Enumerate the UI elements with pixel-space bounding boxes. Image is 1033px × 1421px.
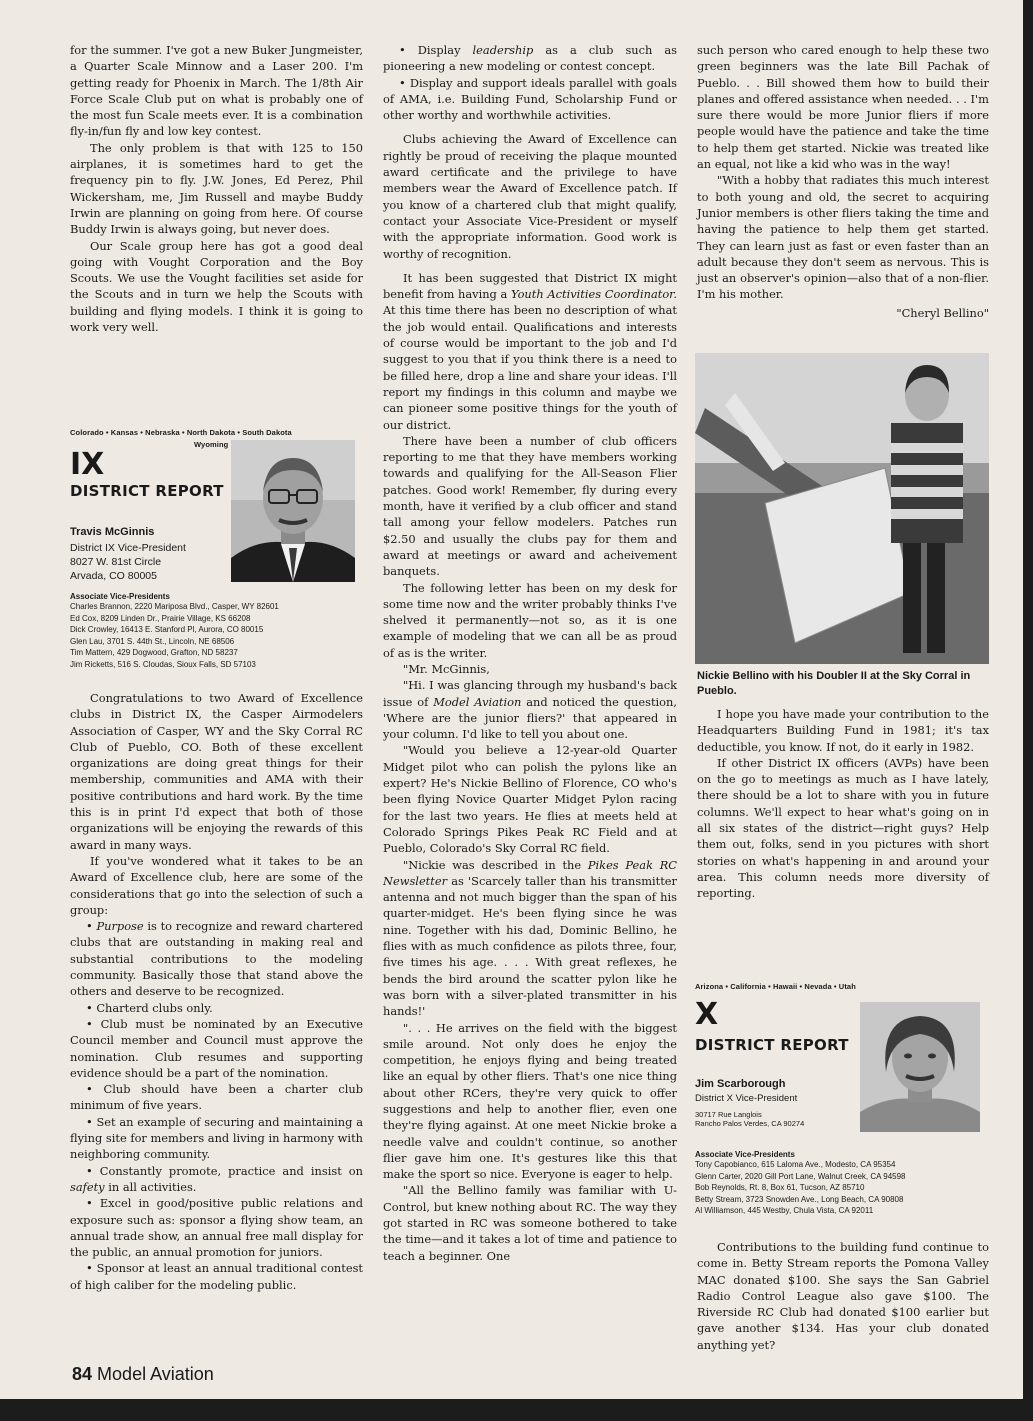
district-ix-associates <box>70 592 370 670</box>
district-ix-vp-portrait <box>231 440 355 582</box>
portrait-illustration <box>860 1002 980 1132</box>
district-x-vp-role: District X Vice-President <box>695 1093 798 1104</box>
paragraph: If other District IX officers (AVPs) have been on the go to meetings as much as I have lately, there should be a lot to share with you in future columns. We'll expect to hear what's going on in all six states of the district—right guys? Help them out, folks, send in you pictures with short stories on what's happening in and around your area. This column needs more diversity of reporting. <box>697 755 989 901</box>
district-x-title: DISTRICT REPORT <box>695 1036 849 1054</box>
scan-edge-right <box>1023 0 1033 1421</box>
paragraph <box>383 270 677 433</box>
emphasis: Pikes Peak RC Newsletter <box>383 857 677 888</box>
magazine-name: Model Aviation <box>97 1364 214 1384</box>
criteria-item: • Display leadership as a club such as pioneering a new modeling or contest concept. <box>383 43 677 74</box>
criteria-item: • Charterd clubs only. <box>86 1000 213 1015</box>
text: "Nickie was described in the <box>403 857 588 872</box>
text: "Hi. I was glancing through my husband's back issue of <box>383 678 677 709</box>
district-x-vp-portrait <box>860 1002 980 1132</box>
criteria-item: • Display and support ideals parallel with goals of AMA, i.e. Building Fund, Scholarship Fund or other worthy and worthwhile activities. <box>383 75 677 123</box>
paragraph: The following letter has been on my desk for some time now and the writer probably thinks I've shelved it permanently—not so, as it is one example of modeling that we can all be as proud of as is the writer. <box>383 580 677 660</box>
text: Charterd clubs only. <box>96 1000 213 1015</box>
criteria-item: • Club should have been a charter club minimum of five years. <box>70 1082 363 1113</box>
district-ix-title: DISTRICT REPORT <box>70 482 224 500</box>
photo-caption: Nickie Bellino with his Doubler II at the Sky Corral in Pueblo. <box>697 670 971 697</box>
district-x-associates <box>695 1150 995 1217</box>
text: Display and support ideals parallel with goals of AMA, i.e. Building Fund, Scholarship Fund or other worthy and worthwhile activities. <box>383 75 677 123</box>
column-3-bottom <box>697 1239 989 1353</box>
paragraph <box>383 677 677 742</box>
text: Club should have been a charter club minimum of five years. <box>70 1082 363 1113</box>
associate-line: Dick Crowley, 16413 E. Stanford Pl, Aurora, CO 80015 <box>70 625 264 634</box>
paragraph: Congratulations to two Award of Excellence clubs in District IX, the Casper Airmodelers Association of Casper, WY and the Sky Corral RC Club of Pueblo, CO. Both of these excellent organizations are doing great things for their membership, communities and AMA with their positive contributions and hard work. By the time this is in print I'd expect that both of those organizations will be enjoying the rewards of this award in many ways. <box>70 691 363 852</box>
district-ix-vp-name: Travis McGinnis <box>70 526 155 538</box>
text: Excel in good/positive public relations and exposure such as: sponsor a flying show team, an annual trade show, an annual free mall display for the public, an annual promotion for juniors. <box>70 1196 363 1260</box>
text: Display <box>417 43 473 57</box>
page-number: 84 <box>72 1364 93 1384</box>
associate-line: Glenn Carter, 2020 Gill Port Lane, Walnut Creek, CA 94598 <box>695 1171 906 1181</box>
paragraph: "Would you believe a 12-year-old Quarter Midget pilot who can polish the pylons like an expert? He's Nickie Bellino of Florence, CO who's been flying Novice Quarter Midget Pylon racing for the last two years. He flies at meets held at Colorado Springs Pikes Peak RC Field and at Pueblo, Colorado's Sky Corral RC field. <box>383 743 677 856</box>
paragraph: for the summer. I've got a new Buker Jungmeister, a Quarter Scale Minnow and a Laser 200. I'm getting ready for Phoenix in March. The 1/8th Air Force Scale Club put on what is probably one of the most fun Scale meets ever. It is a combination fly-in/fun fly and low key contest. <box>70 43 363 139</box>
text: Set an example of securing and maintaining a flying site for members and living in harmony with neighboring community. <box>70 1114 363 1162</box>
associate-line: Charles Brannon, 2220 Mariposa Blvd., Casper, WY 82601 <box>70 602 279 611</box>
associate-line: Tim Mattern, 429 Dogwood, Grafton, ND 58237 <box>70 648 238 657</box>
paragraph: "With a hobby that radiates this much interest to both young and old, the secret to acquiring Junior members is other fliers taking the time and having the patience to help them get started. They can learn just as fast or even faster than an adult because they don't seem as nervous. This is just an observer's opinion—also that of a non-flier. I'm his mother. <box>697 173 989 302</box>
text: and noticed the question, 'Where are the junior fliers?' that appeared in your column. I'd like to tell you about one. <box>383 694 677 742</box>
criteria-item: • Club must be nominated by an Executive Council member and Council must approve the nomination. Club resumes and supporting evidence should be a part of the nomination. <box>70 1016 363 1080</box>
text: At this time there has been no description of what the job would entail. Qualifications and interests of course would be important to the job and I'd suggest to you that if you think there is a need to be filled here, drop a line and share your ideas. I'll report my findings in this column and maybe we can pioneer some positive things for the youth of our district. <box>383 303 677 432</box>
associate-line: Betty Stream, 3723 Snowden Ave., Long Beach, CA 90808 <box>695 1194 904 1204</box>
text: is to recognize and reward chartered clubs that are outstanding in making real and substantial contributions to the modeling community. Basically those that stand above the others and deserve to be recognized. <box>70 919 363 999</box>
emphasis: Model Aviation <box>433 694 522 709</box>
text: Club must be nominated by an Executive Council member and Council must approve the nomination. Club resumes and supporting evidence should be a part of the nomination. <box>70 1016 363 1080</box>
criteria-item: • Excel in good/positive public relations and exposure such as: sponsor a flying show team, an annual trade show, an annual free mall display for the public, an annual promotion for juniors. <box>70 1196 363 1260</box>
text: Constantly promote, practice and insist on <box>99 1163 363 1178</box>
text: as 'Scarcely taller than his transmitter antenna and not much bigger than the span of his quarter-midget. He's been flying since he was nine. Together with his dad, Dominic Bellino, he flies with as much confidence as pilots three, four, five times his age. . . . With great reflexes, he bends the bird around the scatter pylon like he was born with a silver-plated transmitter in his hands!' <box>383 873 677 1019</box>
photo-illustration <box>695 353 989 664</box>
associate-line: Al Williamson, 445 Westby, Chula Vista, CA 92011 <box>695 1206 874 1215</box>
page-footer <box>72 1364 214 1385</box>
paragraph <box>383 857 677 1020</box>
text: It has been suggested that District IX might benefit from having a <box>383 270 677 302</box>
district-ix-states: Colorado • Kansas • Nebraska • North Dakota • South Dakota <box>70 428 292 437</box>
district-x-number: X <box>695 997 719 1032</box>
paragraph: ". . . He arrives on the field with the biggest smile around. Not only does he enjoy the competition, he enjoys flying and being treated like an equal by other fliers. That's one nice thing about other RCers, they're very quick to offer suggestions and help to another flier, even one they're flying against. At one meet Nickie broke a needle valve and couldn't continue, so another flier gave him one. It's gestures like this that make the sport so nice. Everyone is eager to help. <box>383 1020 677 1182</box>
district-ix-vp-address-1: 8027 W. 81st Circle <box>70 556 162 568</box>
associates-title: Associate Vice-Presidents <box>70 592 170 601</box>
nickie-bellino-photo <box>695 353 989 664</box>
column-1-top <box>70 42 363 335</box>
paragraph: The only problem is that with 125 to 150 airplanes, it is sometimes hard to get the frequency pin to fly. J.W. Jones, Ed Perez, Phil Wickersham, me, Jim Russell and maybe Buddy Irwin are planning on going from here. Of course Buddy Irwin is always going, but never does. <box>70 140 363 237</box>
letter-salutation: "Mr. McGinnis, <box>403 661 490 676</box>
associate-line: Bob Reynolds, Rt. 8, Box 61, Tucson, AZ 85710 <box>695 1183 865 1192</box>
emphasis: Purpose <box>96 919 144 934</box>
paragraph: I hope you have made your contribution to the Headquarters Building Fund in 1981; it's tax deductible, you know. If not, do it early in 1982. <box>697 707 989 754</box>
district-ix-number: IX <box>70 447 105 482</box>
portrait-illustration <box>231 440 355 582</box>
text: as a club such as pioneering a new modeling or contest concept. <box>383 43 677 74</box>
district-ix-vp-address-2: Arvada, CO 80005 <box>70 570 157 582</box>
paragraph: Clubs achieving the Award of Excellence can rightly be proud of receiving the plaque mounted award certificate and the privilege to have members wear the Award of Excellence patch. If you know of a chartered club that might qualify, contact your Associate Vice-President or myself with the appropriate information. Good work is worthy of recognition. <box>383 132 677 261</box>
district-x-vp-address-2: Rancho Palos Verdes, CA 90274 <box>695 1119 805 1128</box>
letter-signature: "Cheryl Bellino" <box>896 305 989 320</box>
paragraph: "All the Bellino family was familiar with U-Control, but knew nothing about RC. The way they got started in RC was someone bothered to take the time—and it takes a lot of time and patience to teach a beginner. One <box>383 1183 677 1263</box>
criteria-item: • Constantly promote, practice and insist on safety in all activities. <box>70 1163 363 1194</box>
scan-edge-bottom <box>0 1399 1033 1421</box>
district-x-vp-address-1: 30717 Rue Langlois <box>695 1110 762 1119</box>
district-ix-states-2: Wyoming <box>194 440 229 449</box>
emphasis: safety <box>70 1179 105 1194</box>
associate-line: Jim Ricketts, 516 S. Cloudas, Sioux Falls, SD 57103 <box>70 659 256 669</box>
column-1-bottom <box>70 690 363 1293</box>
column-3-middle <box>697 706 989 902</box>
associates-title: Associate Vice-Presidents <box>695 1150 795 1159</box>
text: Sponsor at least an annual traditional contest of high caliber for the modeling public. <box>70 1261 363 1292</box>
column-2 <box>383 42 677 1264</box>
associate-line: Ed Cox, 8209 Linden Dr., Prairie Village, KS 66208 <box>70 613 251 623</box>
criteria-item: • Set an example of securing and maintaining a flying site for members and living in harmony with neighboring community. <box>70 1114 363 1162</box>
paragraph: If you've wondered what it takes to be an Award of Excellence club, here are some of the considerations that go into the selection of such a group: <box>70 853 363 917</box>
paragraph: Our Scale group here has got a good deal going with Vought Corporation and the Boy Scouts. We use the Vought facilities set aside for the Scouts and in turn we help the Scouts with building and flying models. I think it is going to work very well. <box>70 238 363 335</box>
paragraph: Contributions to the building fund continue to come in. Betty Stream reports the Pomona Valley MAC donated $100. She says the San Gabriel Radio Control League also gave $100. The Riverside RC Club had donated $100 earlier but gave another $134. Has your club donated anything yet? <box>697 1240 989 1352</box>
text: in all activities. <box>104 1179 197 1194</box>
emphasis: Youth Activities Coordinator. <box>511 287 677 302</box>
district-ix-vp-role: District IX Vice-President <box>70 542 186 554</box>
emphasis: leadership <box>472 43 534 57</box>
associate-line: Glen Lau, 3701 S. 44th St., Lincoln, NE 68506 <box>70 636 235 646</box>
paragraph: such person who cared enough to help these two green beginners was the late Bill Pachak of Pueblo. . . Bill showed them how to build their planes and offered assistance when needed. . . I'm sure there would be more Junior fliers if more people would have the patience and take the time to help them get started. Nickie was treated like an equal, not like a kid who was in the way! <box>697 43 989 172</box>
district-x-vp-name: Jim Scarborough <box>695 1078 786 1090</box>
associate-line: Tony Capobianco, 615 Laloma Ave., Modesto, CA 95354 <box>695 1160 896 1169</box>
column-3-top <box>697 42 989 321</box>
paragraph: There have been a number of club officers reporting to me that they have members working towards and qualifying for the All-Season Flier patches. Good work! Remember, fly during every month, have it verified by a club officer and stand tall among your fellow modelers. Patches run $2.50 and usually the clubs pay for them and award at meetings or award and acheivement banquets. <box>383 433 677 579</box>
criteria-item: • Purpose is to recognize and reward chartered clubs that are outstanding in making real and substantial contributions to the modeling community. Basically those that stand above the others and deserve to be recognized. <box>70 919 363 999</box>
criteria-item: • Sponsor at least an annual traditional contest of high caliber for the modeling public. <box>70 1261 363 1292</box>
district-x-states: Arizona • California • Hawaii • Nevada • Utah <box>695 982 856 991</box>
